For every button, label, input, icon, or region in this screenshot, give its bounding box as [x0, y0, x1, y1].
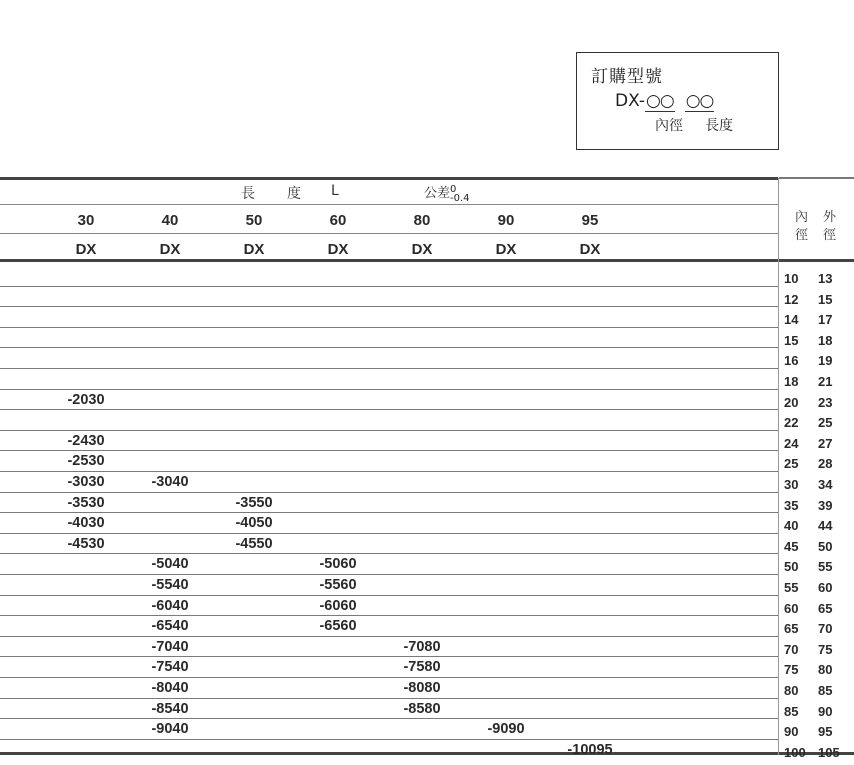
size-header-top-rule: [779, 177, 854, 179]
part-number-cell: -9090: [487, 721, 525, 738]
outer-diameter-cell: 39: [818, 497, 833, 513]
part-number-cell: -7580: [403, 659, 441, 676]
series-col-header: DX: [159, 241, 181, 258]
part-number-cell: -3530: [67, 494, 105, 511]
inner-diameter-cell: 12: [784, 291, 799, 307]
inner-diameter-cell: 75: [784, 662, 799, 678]
part-number-cell: -4530: [67, 535, 105, 552]
inner-diameter-cell: 25: [784, 456, 799, 472]
outer-diameter-cell: 90: [818, 703, 833, 719]
table-row: [0, 596, 854, 617]
part-number-cell: -8080: [403, 680, 441, 696]
part-number-cell: -4050: [235, 515, 273, 532]
series-col-header: DX: [327, 241, 349, 258]
part-number-cell: -10095: [567, 741, 613, 758]
order-code-pattern: [615, 91, 714, 112]
table-row: [0, 348, 854, 369]
table-row: [0, 699, 854, 720]
outer-diameter-cell: 19: [818, 353, 833, 369]
outer-diameter-cell: 18: [818, 332, 833, 348]
outer-diameter-cell: 17: [818, 312, 833, 328]
length-col-header: 50: [245, 212, 263, 229]
part-number-cell: -7080: [403, 638, 441, 655]
header-divider-2: [0, 233, 778, 234]
outer-diameter-cell: 25: [818, 415, 833, 431]
table-row: [0, 266, 854, 287]
table-row: [0, 637, 854, 658]
length-col-header: 60: [329, 212, 347, 229]
outer-diameter-cell: 95: [818, 724, 833, 740]
outer-diameter-cell: 28: [818, 456, 833, 472]
table-row: [0, 554, 854, 575]
series-col-header: DX: [411, 241, 433, 258]
part-number-cell: -4030: [67, 515, 105, 532]
inner-diameter-cell: 80: [784, 683, 799, 698]
length-heading-char-1: 長: [241, 186, 255, 202]
part-number-cell: -3040: [151, 474, 189, 490]
header-bottom-rule: [0, 259, 778, 262]
outer-diameter-cell: 21: [818, 374, 833, 389]
table-row: [0, 513, 854, 534]
series-col-header: DX: [579, 241, 601, 258]
table-row: [0, 307, 854, 328]
table-row: [0, 410, 854, 431]
inner-diameter-cell: 100: [784, 744, 806, 760]
table-top-rule: [0, 177, 778, 180]
inner-diameter-cell: 18: [784, 374, 799, 389]
table-row: [0, 534, 854, 555]
inner-diameter-cell: 22: [784, 415, 799, 431]
outer-diameter-cell: 70: [818, 621, 833, 637]
part-number-cell: -6040: [151, 597, 189, 614]
size-header-bottom-rule: [779, 259, 854, 262]
part-number-cell: -7040: [151, 638, 189, 655]
table-row: [0, 472, 854, 493]
part-number-cell: -8540: [151, 700, 189, 717]
part-number-cell: -5040: [151, 556, 189, 573]
outer-diameter-cell: 44: [818, 518, 833, 534]
outer-diameter-cell: 55: [818, 559, 833, 575]
outer-diameter-cell: 65: [818, 600, 833, 616]
part-number-cell: -8040: [151, 680, 189, 696]
tolerance-upper: 0: [450, 184, 457, 195]
outer-diameter-cell: 75: [818, 641, 833, 657]
order-label-inner-diameter: 內徑: [655, 118, 683, 134]
table-row: [0, 575, 854, 596]
table-row: [0, 740, 854, 761]
part-number-cell: -5560: [319, 577, 357, 593]
inner-diameter-cell: 50: [784, 559, 799, 575]
inner-diameter-header-char-2: 徑: [795, 228, 809, 243]
length-col-header: 95: [581, 212, 599, 229]
outer-diameter-cell: 15: [818, 291, 833, 307]
outer-diameter-cell: 13: [818, 271, 833, 286]
outer-diameter-cell: 80: [818, 662, 833, 678]
table-row: [0, 678, 854, 699]
inner-diameter-cell: 85: [784, 703, 799, 719]
inner-diameter-cell: 65: [784, 621, 799, 637]
length-heading-char-2: 度: [287, 186, 301, 202]
outer-diameter-cell: 34: [818, 477, 833, 492]
part-number-cell: -6060: [319, 597, 357, 614]
length-col-header: 40: [161, 212, 179, 229]
part-number-cell: -9040: [151, 721, 189, 738]
outer-diameter-cell: 23: [818, 394, 833, 410]
series-col-header: DX: [75, 241, 97, 258]
inner-diameter-cell: 35: [784, 497, 799, 513]
table-row: [0, 390, 854, 411]
table-row: [0, 616, 854, 637]
inner-diameter-cell: 30: [784, 477, 799, 492]
part-number-cell: -3550: [235, 494, 273, 511]
part-number-cell: -2530: [67, 453, 105, 470]
table-row: [0, 719, 854, 740]
outer-diameter-cell: 105: [818, 744, 840, 760]
tolerance-lower: -0.4: [450, 193, 470, 204]
header-divider-1: [0, 204, 778, 205]
part-number-cell: -8580: [403, 700, 441, 717]
order-title: 訂購型號: [591, 67, 663, 87]
part-number-cell: -5060: [319, 556, 357, 573]
order-code-length-blank: ○○: [685, 91, 714, 111]
part-number-cell: -4550: [235, 535, 273, 552]
table-row: [0, 369, 854, 390]
length-heading-symbol: L: [331, 183, 339, 199]
outer-diameter-header-char-2: 徑: [823, 228, 837, 243]
part-number-cell: -2430: [67, 432, 105, 449]
table-row: [0, 328, 854, 349]
inner-diameter-cell: 16: [784, 353, 799, 369]
length-col-header: 90: [497, 212, 515, 229]
part-number-cell: -7540: [151, 659, 189, 676]
table-row: [0, 287, 854, 308]
inner-diameter-cell: 14: [784, 312, 799, 328]
outer-diameter-cell: 27: [818, 435, 833, 451]
inner-diameter-cell: 45: [784, 538, 799, 554]
table-row: [0, 431, 854, 452]
inner-diameter-cell: 90: [784, 724, 799, 740]
outer-diameter-cell: 60: [818, 580, 833, 595]
outer-diameter-cell: 85: [818, 683, 833, 698]
order-label-length: 長度: [705, 118, 733, 134]
part-number-cell: -5540: [151, 577, 189, 593]
inner-diameter-cell: 55: [784, 580, 799, 595]
series-col-header: DX: [495, 241, 517, 258]
order-code-prefix: DX-: [615, 91, 646, 111]
table-row: [0, 451, 854, 472]
inner-diameter-cell: 60: [784, 600, 799, 616]
inner-diameter-header-char-1: 內: [795, 210, 809, 225]
outer-diameter-header-char-1: 外: [823, 210, 837, 225]
outer-diameter-cell: 50: [818, 538, 833, 554]
part-number-cell: -2030: [67, 391, 105, 408]
length-col-header: 30: [77, 212, 95, 229]
order-code-box: [576, 52, 779, 150]
order-code-inner-diameter-blank: ○○: [646, 91, 674, 111]
tolerance: [424, 182, 470, 203]
part-number-cell: -6540: [151, 618, 189, 635]
inner-diameter-cell: 24: [784, 435, 799, 451]
length-col-header: 80: [413, 212, 431, 229]
inner-diameter-cell: 10: [784, 271, 799, 286]
inner-diameter-cell: 20: [784, 394, 799, 410]
part-number-cell: -6560: [319, 618, 357, 635]
inner-diameter-cell: 15: [784, 332, 799, 348]
table-row: [0, 493, 854, 514]
tolerance-label: 公差: [424, 186, 451, 201]
inner-diameter-cell: 70: [784, 641, 799, 657]
inner-diameter-cell: 40: [784, 518, 799, 534]
part-number-cell: -3030: [67, 474, 105, 490]
series-col-header: DX: [243, 241, 265, 258]
table-row: [0, 657, 854, 678]
